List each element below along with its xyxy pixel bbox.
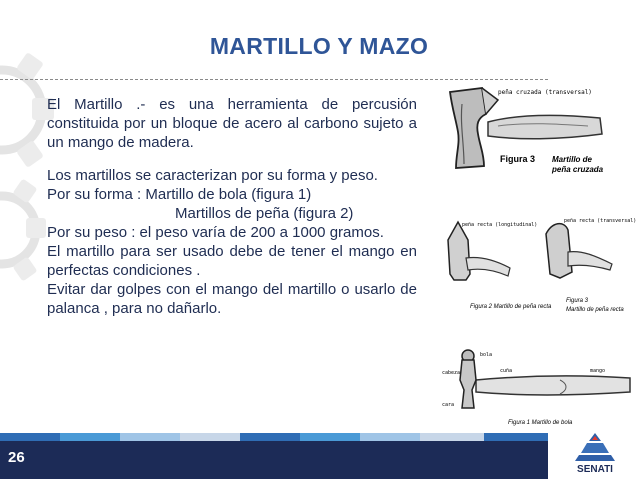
fig3-caption: Figura 3 (500, 154, 536, 164)
stripe-segment (120, 433, 180, 441)
ball-peen-hammer-drawing (440, 346, 636, 430)
paragraph-weight: Por su peso : el peso varía de 200 a 1000 gramos. (47, 224, 384, 241)
paragraph-handle: El martillo para ser usado debe de tener el mango en perfectas condiciones . (47, 243, 417, 279)
figure-straight-peen-hammers (440, 212, 637, 324)
fig1-label-cara: cara (442, 402, 455, 408)
figure-cross-peen-hammer (438, 84, 606, 180)
fig1-label-mango: mango (590, 368, 606, 374)
paragraph-warning: Evitar dar golpes con el mango del martillo o usarlo de palanca , para no dañarlo. (47, 281, 417, 317)
straight-peen-hammers-drawing (440, 212, 637, 324)
cross-peen-hammer-drawing (438, 84, 606, 180)
stripe-segment (484, 433, 548, 441)
fig2-label-left: peña recta (longitudinal) (462, 222, 538, 228)
stripe-segment (0, 433, 60, 441)
footer-stripes (0, 433, 548, 441)
fig2-caption-right-1: Figura 3 (566, 298, 589, 304)
slide-title: MARTILLO Y MAZO (209, 33, 429, 59)
fig3-title-1: Martillo de (552, 155, 593, 164)
fig1-caption: Figura 1 Martillo de bola (508, 420, 573, 426)
paragraph-shape: Por su forma : Martillo de bola (figura 1) (47, 186, 312, 203)
paragraph-shape-2: Martillos de peña (figura 2) (175, 205, 354, 222)
fig2-caption-left: Figura 2 Martillo de peña recta (470, 304, 552, 310)
senati-logo (565, 431, 625, 475)
paragraph-definition: El Martillo .- es una herramienta de percusión constituida por un bloque de acero al carbono sujeto a un mango de madera. (47, 96, 417, 151)
figure-ball-peen-hammer (440, 346, 636, 430)
logo-text: SENATI (577, 464, 613, 475)
fig1-label-bola: bola (480, 352, 493, 358)
stripe-segment (420, 433, 484, 441)
stripe-segment (180, 433, 240, 441)
stripe-segment (300, 433, 360, 441)
page-number: 26 (8, 449, 25, 466)
fig1-label-cabeza: cabeza (442, 370, 461, 376)
stripe-segment (60, 433, 120, 441)
stripe-segment (360, 433, 420, 441)
fig1-label-cuna: cuña (500, 368, 513, 374)
title-divider (0, 79, 548, 80)
fig2-caption-right-2: Martillo de peña recta (566, 307, 624, 313)
stripe-segment (240, 433, 300, 441)
paragraph-characteristics: Los martillos se caracterizan por su forma y peso. (47, 167, 378, 184)
body-text (47, 95, 417, 318)
footer-bar (0, 441, 548, 479)
fig3-title-2: peña cruzada (552, 165, 604, 174)
fig3-label-top: peña cruzada (transversal) (498, 89, 592, 96)
fig2-label-right: peña recta (transversal) (564, 218, 637, 224)
senati-logo-icon (565, 431, 625, 475)
